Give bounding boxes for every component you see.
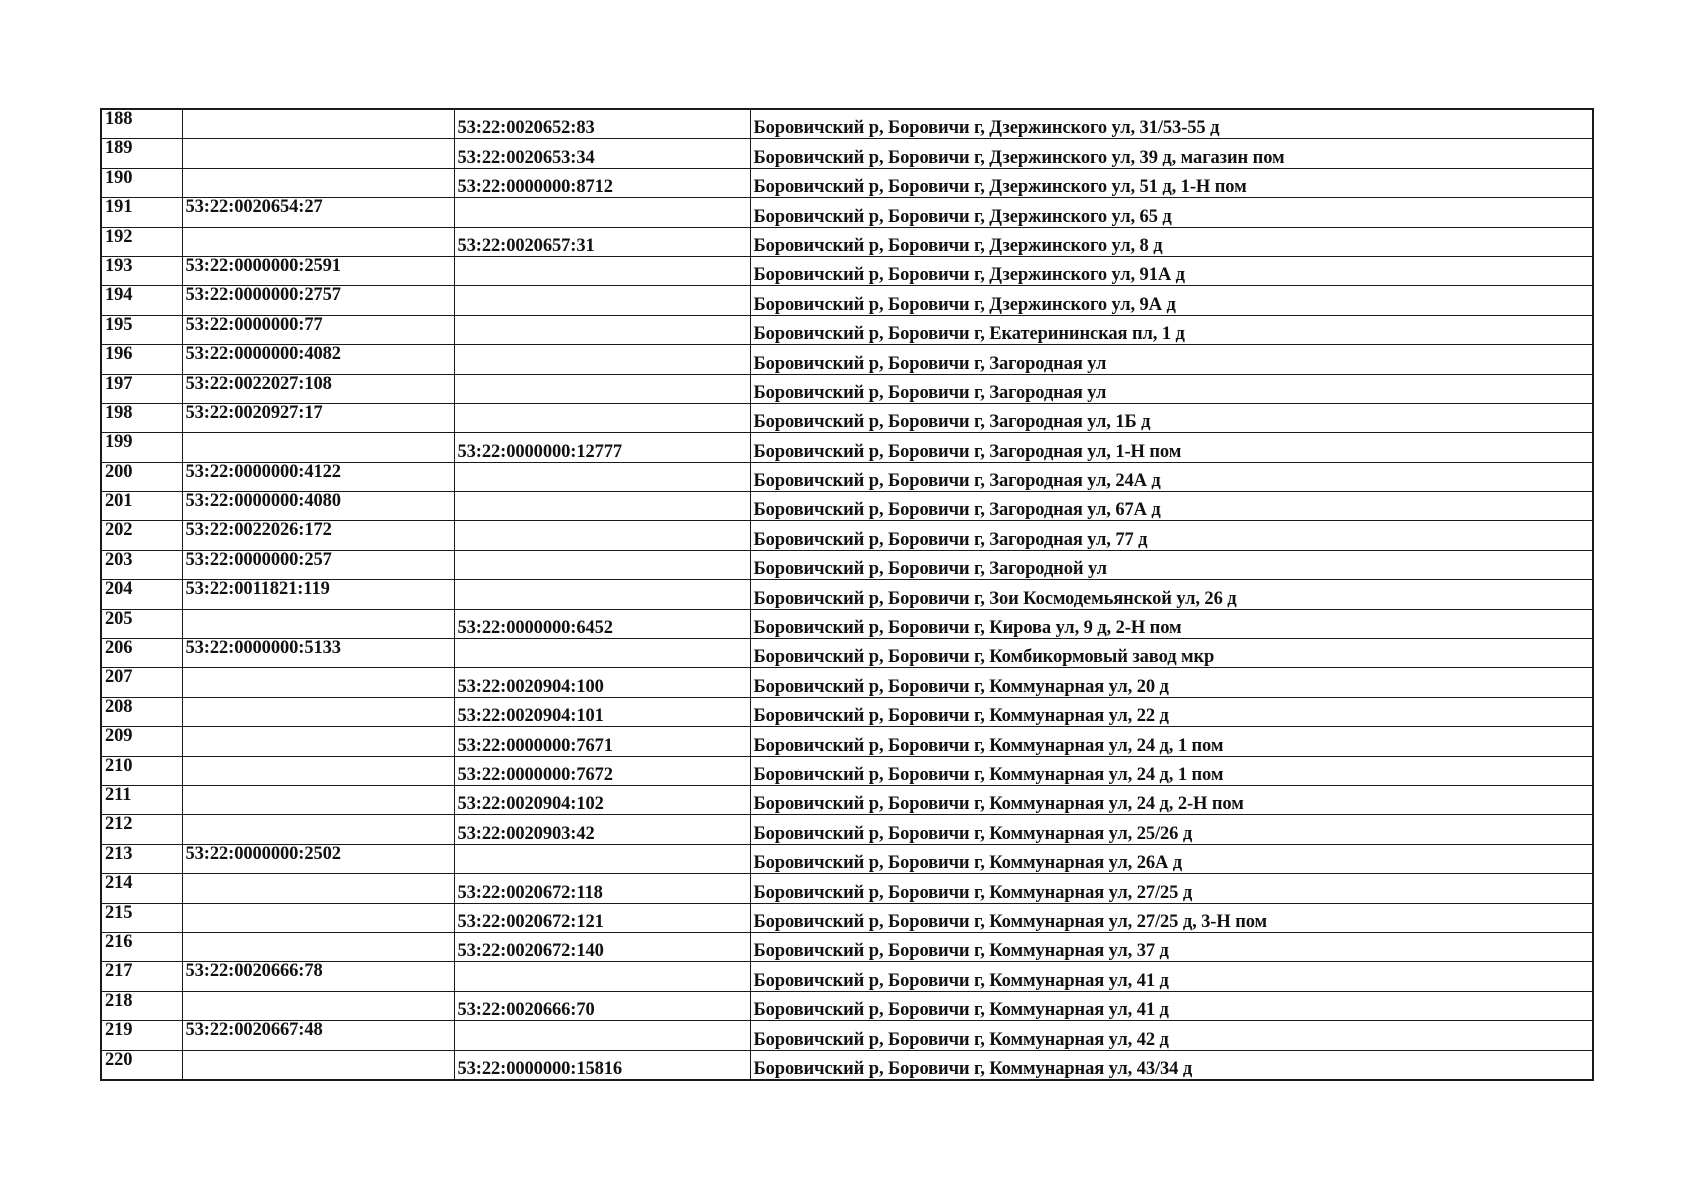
cadastral-number-secondary-cell: 53:22:0000000:15816 [454, 1050, 750, 1080]
cadastral-number-secondary-cell [454, 521, 750, 550]
row-number-cell: 205 [101, 609, 182, 638]
cadastral-number-secondary-cell: 53:22:0000000:12777 [454, 433, 750, 462]
row-number-cell: 198 [101, 403, 182, 432]
row-number-cell: 212 [101, 815, 182, 844]
cadastral-number-cell: 53:22:0000000:4122 [182, 462, 454, 491]
registry-table-body [101, 109, 1593, 1080]
cadastral-number-cell [182, 697, 454, 726]
table-row [101, 874, 1593, 903]
address-cell: Боровичский р, Боровичи г, Загородная ул, 1Б д [750, 403, 1593, 432]
row-number-cell: 206 [101, 639, 182, 668]
cadastral-number-secondary-cell: 53:22:0020666:70 [454, 991, 750, 1020]
cadastral-number-cell [182, 109, 454, 139]
address-cell: Боровичский р, Боровичи г, Коммунарная ул, 24 д, 1 пом [750, 756, 1593, 785]
table-row [101, 668, 1593, 697]
cadastral-number-cell [182, 991, 454, 1020]
table-row [101, 844, 1593, 873]
address-cell: Боровичский р, Боровичи г, Коммунарная ул, 41 д [750, 991, 1593, 1020]
cadastral-number-cell [182, 139, 454, 168]
address-cell: Боровичский р, Боровичи г, Загородной ул [750, 550, 1593, 579]
table-row [101, 345, 1593, 374]
address-cell: Боровичский р, Боровичи г, Коммунарная ул, 24 д, 1 пом [750, 727, 1593, 756]
address-cell: Боровичский р, Боровичи г, Загородная ул, 67А д [750, 492, 1593, 521]
cadastral-number-secondary-cell [454, 962, 750, 991]
cadastral-number-cell: 53:22:0020667:48 [182, 1021, 454, 1050]
cadastral-number-secondary-cell [454, 580, 750, 609]
cadastral-number-secondary-cell [454, 844, 750, 873]
table-row [101, 903, 1593, 932]
row-number-cell: 215 [101, 903, 182, 932]
row-number-cell: 200 [101, 462, 182, 491]
cadastral-number-secondary-cell [454, 315, 750, 344]
table-row [101, 286, 1593, 315]
row-number-cell: 203 [101, 550, 182, 579]
row-number-cell: 210 [101, 756, 182, 785]
address-cell: Боровичский р, Боровичи г, Коммунарная ул, 42 д [750, 1021, 1593, 1050]
address-cell: Боровичский р, Боровичи г, Дзержинского ул, 65 д [750, 198, 1593, 227]
row-number-cell: 207 [101, 668, 182, 697]
cadastral-number-cell: 53:22:0000000:4082 [182, 345, 454, 374]
cadastral-number-cell: 53:22:0000000:77 [182, 315, 454, 344]
row-number-cell: 194 [101, 286, 182, 315]
row-number-cell: 211 [101, 785, 182, 814]
table-row [101, 991, 1593, 1020]
cadastral-registry-table [100, 108, 1594, 1081]
cadastral-number-secondary-cell [454, 403, 750, 432]
row-number-cell: 218 [101, 991, 182, 1020]
cadastral-number-secondary-cell [454, 256, 750, 285]
table-row [101, 256, 1593, 285]
table-row [101, 550, 1593, 579]
cadastral-number-cell [182, 668, 454, 697]
table-row [101, 521, 1593, 550]
row-number-cell: 213 [101, 844, 182, 873]
row-number-cell: 191 [101, 198, 182, 227]
address-cell: Боровичский р, Боровичи г, Комбикормовый завод мкр [750, 639, 1593, 668]
cadastral-number-cell: 53:22:0000000:2591 [182, 256, 454, 285]
cadastral-number-cell [182, 727, 454, 756]
table-row [101, 168, 1593, 197]
table-row [101, 609, 1593, 638]
address-cell: Боровичский р, Боровичи г, Загородная ул [750, 345, 1593, 374]
cadastral-number-cell [182, 903, 454, 932]
cadastral-number-secondary-cell: 53:22:0020672:121 [454, 903, 750, 932]
cadastral-number-cell [182, 874, 454, 903]
cadastral-number-secondary-cell [454, 198, 750, 227]
cadastral-number-secondary-cell: 53:22:0020904:101 [454, 697, 750, 726]
row-number-cell: 202 [101, 521, 182, 550]
row-number-cell: 204 [101, 580, 182, 609]
cadastral-number-cell [182, 1050, 454, 1080]
address-cell: Боровичский р, Боровичи г, Загородная ул, 24А д [750, 462, 1593, 491]
table-row [101, 639, 1593, 668]
cadastral-number-secondary-cell: 53:22:0020903:42 [454, 815, 750, 844]
cadastral-number-cell: 53:22:0000000:257 [182, 550, 454, 579]
cadastral-number-secondary-cell: 53:22:0000000:6452 [454, 609, 750, 638]
cadastral-number-secondary-cell [454, 550, 750, 579]
cadastral-number-secondary-cell: 53:22:0020657:31 [454, 227, 750, 256]
table-row [101, 492, 1593, 521]
row-number-cell: 220 [101, 1050, 182, 1080]
table-row [101, 403, 1593, 432]
address-cell: Боровичский р, Боровичи г, Загородная ул, 77 д [750, 521, 1593, 550]
address-cell: Боровичский р, Боровичи г, Коммунарная ул, 27/25 д, 3-Н пом [750, 903, 1593, 932]
address-cell: Боровичский р, Боровичи г, Коммунарная ул, 20 д [750, 668, 1593, 697]
table-row [101, 962, 1593, 991]
row-number-cell: 199 [101, 433, 182, 462]
cadastral-number-secondary-cell [454, 462, 750, 491]
table-row [101, 815, 1593, 844]
table-row [101, 198, 1593, 227]
cadastral-number-cell: 53:22:0020666:78 [182, 962, 454, 991]
cadastral-number-cell [182, 785, 454, 814]
cadastral-number-cell: 53:22:0011821:119 [182, 580, 454, 609]
table-row [101, 756, 1593, 785]
address-cell: Боровичский р, Боровичи г, Коммунарная ул, 41 д [750, 962, 1593, 991]
address-cell: Боровичский р, Боровичи г, Дзержинского ул, 9А д [750, 286, 1593, 315]
table-row [101, 1021, 1593, 1050]
row-number-cell: 201 [101, 492, 182, 521]
cadastral-number-cell [182, 932, 454, 961]
address-cell: Боровичский р, Боровичи г, Коммунарная ул, 24 д, 2-Н пом [750, 785, 1593, 814]
table-row [101, 932, 1593, 961]
address-cell: Боровичский р, Боровичи г, Коммунарная ул, 27/25 д [750, 874, 1593, 903]
address-cell: Боровичский р, Боровичи г, Коммунарная ул, 26А д [750, 844, 1593, 873]
address-cell: Боровичский р, Боровичи г, Коммунарная ул, 25/26 д [750, 815, 1593, 844]
row-number-cell: 209 [101, 727, 182, 756]
row-number-cell: 197 [101, 374, 182, 403]
table-row [101, 227, 1593, 256]
address-cell: Боровичский р, Боровичи г, Кирова ул, 9 д, 2-Н пом [750, 609, 1593, 638]
cadastral-number-cell: 53:22:0022027:108 [182, 374, 454, 403]
row-number-cell: 214 [101, 874, 182, 903]
address-cell: Боровичский р, Боровичи г, Екатерининская пл, 1 д [750, 315, 1593, 344]
address-cell: Боровичский р, Боровичи г, Дзержинского ул, 8 д [750, 227, 1593, 256]
table-row [101, 374, 1593, 403]
cadastral-number-cell: 53:22:0000000:2757 [182, 286, 454, 315]
cadastral-number-cell: 53:22:0020654:27 [182, 198, 454, 227]
address-cell: Боровичский р, Боровичи г, Коммунарная ул, 37 д [750, 932, 1593, 961]
address-cell: Боровичский р, Боровичи г, Дзержинского ул, 39 д, магазин пом [750, 139, 1593, 168]
row-number-cell: 193 [101, 256, 182, 285]
table-row [101, 1050, 1593, 1080]
cadastral-number-secondary-cell: 53:22:0020652:83 [454, 109, 750, 139]
cadastral-number-secondary-cell [454, 1021, 750, 1050]
cadastral-number-secondary-cell: 53:22:0000000:7672 [454, 756, 750, 785]
cadastral-number-secondary-cell [454, 374, 750, 403]
table-row [101, 315, 1593, 344]
cadastral-number-secondary-cell: 53:22:0020672:140 [454, 932, 750, 961]
cadastral-number-cell [182, 433, 454, 462]
address-cell: Боровичский р, Боровичи г, Загородная ул, 1-Н пом [750, 433, 1593, 462]
cadastral-number-cell: 53:22:0020927:17 [182, 403, 454, 432]
cadastral-number-secondary-cell: 53:22:0020904:102 [454, 785, 750, 814]
table-row [101, 139, 1593, 168]
cadastral-number-cell: 53:22:0000000:5133 [182, 639, 454, 668]
row-number-cell: 219 [101, 1021, 182, 1050]
address-cell: Боровичский р, Боровичи г, Дзержинского ул, 91А д [750, 256, 1593, 285]
cadastral-number-cell [182, 609, 454, 638]
address-cell: Боровичский р, Боровичи г, Зои Космодемьянской ул, 26 д [750, 580, 1593, 609]
cadastral-number-secondary-cell [454, 286, 750, 315]
cadastral-number-secondary-cell [454, 345, 750, 374]
table-row [101, 462, 1593, 491]
table-row [101, 697, 1593, 726]
table-row [101, 109, 1593, 139]
row-number-cell: 195 [101, 315, 182, 344]
table-row [101, 580, 1593, 609]
address-cell: Боровичский р, Боровичи г, Загородная ул [750, 374, 1593, 403]
cadastral-number-cell [182, 168, 454, 197]
table-row [101, 433, 1593, 462]
cadastral-number-cell: 53:22:0022026:172 [182, 521, 454, 550]
cadastral-number-secondary-cell [454, 492, 750, 521]
row-number-cell: 192 [101, 227, 182, 256]
address-cell: Боровичский р, Боровичи г, Коммунарная ул, 22 д [750, 697, 1593, 726]
cadastral-number-secondary-cell: 53:22:0020653:34 [454, 139, 750, 168]
cadastral-number-secondary-cell [454, 639, 750, 668]
cadastral-number-secondary-cell: 53:22:0020672:118 [454, 874, 750, 903]
row-number-cell: 217 [101, 962, 182, 991]
cadastral-number-cell [182, 227, 454, 256]
cadastral-number-cell: 53:22:0000000:2502 [182, 844, 454, 873]
table-row [101, 785, 1593, 814]
row-number-cell: 208 [101, 697, 182, 726]
cadastral-number-secondary-cell: 53:22:0000000:7671 [454, 727, 750, 756]
address-cell: Боровичский р, Боровичи г, Коммунарная ул, 43/34 д [750, 1050, 1593, 1080]
row-number-cell: 216 [101, 932, 182, 961]
cadastral-number-secondary-cell: 53:22:0020904:100 [454, 668, 750, 697]
row-number-cell: 196 [101, 345, 182, 374]
address-cell: Боровичский р, Боровичи г, Дзержинского ул, 51 д, 1-Н пом [750, 168, 1593, 197]
cadastral-number-cell: 53:22:0000000:4080 [182, 492, 454, 521]
cadastral-number-cell [182, 756, 454, 785]
row-number-cell: 189 [101, 139, 182, 168]
address-cell: Боровичский р, Боровичи г, Дзержинского ул, 31/53-55 д [750, 109, 1593, 139]
cadastral-number-secondary-cell: 53:22:0000000:8712 [454, 168, 750, 197]
row-number-cell: 190 [101, 168, 182, 197]
row-number-cell: 188 [101, 109, 182, 139]
table-row [101, 727, 1593, 756]
cadastral-number-cell [182, 815, 454, 844]
